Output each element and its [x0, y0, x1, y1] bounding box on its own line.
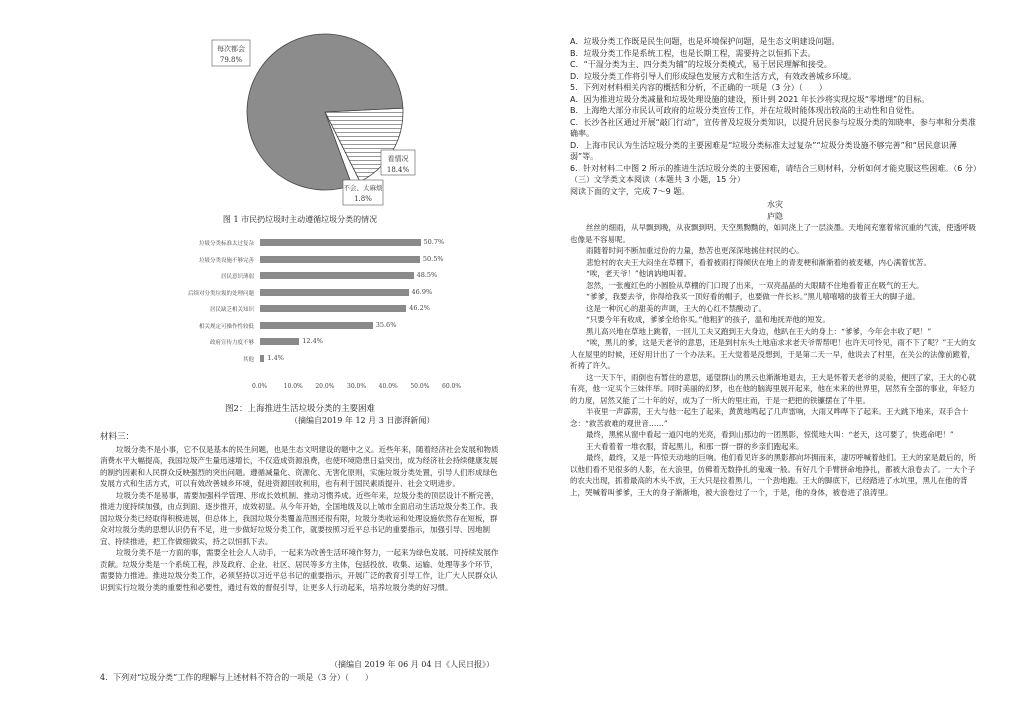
bar-source: （摘编自2019 年 12 月 3 日澎湃新闻）: [290, 416, 435, 425]
story-para-8: “只要今年有收成，爹爹全给你买。”他粗犷的孩子，温和地抚弄他的短发。: [586, 315, 830, 324]
x-tick-label: 30.0%: [347, 383, 367, 390]
bar: [260, 355, 264, 362]
pie-value-2: 18.4%: [386, 166, 410, 174]
section-three-heading: （三）文学类文本阅读（本题共 3 小题，15 分）: [570, 175, 745, 184]
option-4a: A．垃圾分类工作既是民生问题，也是环境保护问题，是生态文明建设问题。: [570, 37, 840, 46]
x-tick-label: 0.0%: [252, 383, 268, 390]
x-tick-label: 40.0%: [378, 383, 398, 390]
bar-row: [209, 337, 450, 346]
material-three-para-2: 垃圾分类不是易事，需要加强科学管理、形成长效机制、推动习惯养成。近些年来，垃圾分类的顶层设计不断完善，推进力度持续加强，由点到面、逐步推开，成效初显。从今年开始，全国地级及以上城市全面启动生活垃圾分类工作。我国垃圾分类已经取得积极进展，但总体上，我国垃圾分类覆盖范围还很有限，垃圾分类收运和处理设施依然存在短板，群众对垃圾分类的思想认识仍有不足，进一步做好垃圾分类工作，就要按照习近平总书记的重要指示，加强引导、因地制宜、持续推进，把工作做细做实，持之以恒抓下去。: [100, 490, 499, 546]
bar-value-label: 50.5%: [422, 254, 444, 263]
pie-caption: 图 1 市民扔垃圾时主动遵循垃圾分类的情况: [222, 215, 378, 224]
story-author: 庐隐: [767, 211, 783, 221]
option-4c: C．“干湿分类为主、四分类为辅”的垃圾分类模式，易于居民理解和接受。: [570, 60, 832, 69]
story-para-3: 悲怆村的农夫王大闷坐在草棚下，看着被雨打得倾伏在地上的青麦梗和渐渐着的被麦穗，内心满着忧苦。: [586, 257, 931, 267]
bar-caption: 图2：上海推进生活垃圾分类的主要困难: [225, 404, 375, 414]
pie-chart: [100, 0, 500, 215]
option-5b: B．上海绝大部分市民认可政府的垃圾分类宣传工作，并在垃圾时能体现出较高的主动性和自觉性。: [570, 106, 920, 115]
option-5a: A．因为推进垃圾分类减量和垃圾处理设施的建设，预计到 2021 年长沙将实现垃圾“零增埋”的目标。: [570, 94, 930, 104]
x-tick-label: 20.0%: [315, 383, 335, 390]
story-para-12: 半夜里一声霹雳，王大与他一起生了起来，黄黄地鸣起了几声雷响，大雨又哗哗下了起来。王大跳下地来，双手合十念：“救苦救难的观世音……”: [570, 407, 969, 428]
bar-value-label: 1.4%: [267, 353, 284, 362]
bar-row: [187, 287, 450, 297]
story-para-11: 这一天下午，雨倒也有暂住的意思，遥望群山的黑云也渐渐地退去，王大是怀着天老爷的灵验，便回了家，王大的心就有亮，他一定买个三妹伴举。同时美丽的幻梦，也在他的脑海里展开起来，他在未来的世界里，居然有全部的事业，年轻力的力度，居然又能了二十年的好，成为了一所大的里庄而，于是一把把的铁镰摆在了牛里。: [570, 372, 976, 405]
option-4b: B．垃圾分类工作是系统工程，也是长期工程，需要持之以恒抓下去。: [570, 48, 816, 58]
option-5c: C．长沙各社区通过开展“敲门行动”，宣传普及垃圾分类知识，以提升居民参与垃圾分类的知晓率、参与率和分类准确率。: [570, 117, 976, 138]
story-para-2: 雨随着时间不断加重过份的力量，愁苦也更深深地掳住村民的心。: [586, 246, 804, 255]
pie-label-2: 看情况: [387, 155, 409, 163]
bar: [260, 289, 409, 296]
pie-label-3: 不会、太麻烦: [343, 184, 383, 192]
bar-value-label: 35.6%: [375, 320, 397, 329]
bar-row: [198, 254, 450, 264]
right-column: [570, 36, 980, 498]
bar-category-label: 相关规定可操作性较低: [198, 323, 254, 330]
x-tick-label: 10.0%: [283, 383, 303, 390]
story-para-14: 王大看着着一堆衣服，背起黑儿，和那一群一群的乡亲们跑起来。: [586, 441, 804, 451]
material-three: [100, 432, 500, 593]
story-para-15: 最终，最终，又是一阵惊天动地的巨响。他们看见许多的黑影都向坏拥而来，凄厉呼喊着他们。王大的家是最后的，所以他们看不见很多的人影，在大浪里，仿佛着无数挣扎的鬼魂一般。有好几个手臂拼命地挣扎，都被大浪卷去了。一大个子的农夫出现，抓着最高的木头不放，王大只是拉着黑儿，一个劲地跑。王大的脚底下，已经踏进了水坑里，黑儿在他的背上，哭喊着叫爹爹，王大的身子渐渐地，被大浪卷过了一个，于是，他的身体，被卷进了浪涛里。: [570, 453, 976, 497]
option-5d: D．上海市民认为生活垃圾分类的主要困难是“垃圾分类标准太过复杂”“垃圾分类设施不够完善”和“居民意识薄弱”等。: [570, 140, 957, 161]
bar-value-label: 50.7%: [423, 238, 445, 246]
bar: [260, 272, 414, 279]
reading-instruction: 阅读下面的文字，完成 7～9 题。: [570, 186, 690, 196]
bar-row: [198, 320, 450, 330]
story-para-6: “爹爹，我要去爷，你得给我买一顶好看的帽子，也要做一件长衫。”黑儿嘻嘻嘻的拔着王大的脚子道。: [586, 292, 920, 301]
x-tick-label: 60.0%: [442, 383, 462, 390]
bar: [260, 305, 406, 312]
story-title: 水灾: [767, 200, 783, 209]
material-three-title: 材料三：: [100, 432, 135, 442]
story-para-9: 黑儿高兴地在草地上跳着，一回儿工夫又跑到王大身边，他趴在王大的身上：“爹爹，今年会丰收了吧！”: [586, 326, 932, 336]
story-para-5: 忽然，一张瘦红色的小圆脸从草棚的门口现了出来，一双亮晶晶的大眼睛不住地看着正在吸气的王大。: [586, 280, 924, 290]
bar-category-label: 后续对分类垃圾的处理问题: [187, 290, 254, 297]
story-para-10: “唉，黑儿的爹，这是天老爷的意思，还是到村东头土地庙求求老天爷帮帮吧！也许天可怜见，雨不下了呢？”王大的女人在屋里的时候，还好用计出了一个办法来。王大觉着是没想到，于是第二天一早，他说去了村里，在关公的法像前跪着，祈祷了许久。: [570, 338, 977, 370]
pie-value-1: 79.8%: [219, 56, 243, 64]
bar: [260, 338, 299, 345]
bar: [260, 256, 420, 263]
bar: [260, 322, 373, 329]
bar: [260, 239, 421, 246]
bar-value-label: 48.5%: [416, 271, 438, 279]
bar-category-label: 居民意识薄弱: [220, 274, 254, 280]
pie-label-1: 每次都会: [217, 45, 245, 53]
bar-category-label: 垃圾分类标准太过复杂: [198, 241, 254, 247]
material-three-para-3: 垃圾分类不是一方面的事，需要全社会人人动手，一起来为改善生活环境作努力，一起来为绿色发展、可持续发展作贡献。垃圾分类是一个系统工程，涉及政府、企业、社区、居民等多方主体，包括投放、收集、运输、处理等多个环节，需要协力推进。推进垃圾分类工作，必须坚持以习近平总书记的重要指示，开展广泛的教育引导工作，让广大人民群众认识到实行垃圾分类的重要性和必要性，通过有效的督促引导，让更多人行动起来，培养垃圾分类的好习惯。: [100, 548, 499, 592]
bar-category-label: 垃圾分类设施不够完善: [198, 257, 254, 264]
question-6: 6．针对材料二中图 2 所示的推进生活垃圾分类的主要困难，请结合三则材料，分析如何才能克服这些困难。（6 分）: [570, 163, 981, 173]
bar-value-label: 46.2%: [409, 304, 430, 312]
x-tick-label: 50.0%: [410, 383, 430, 390]
bar-category-label: 其他: [242, 356, 254, 363]
pie-value-3: 1.8%: [354, 195, 372, 203]
bar-row: [220, 271, 450, 280]
bar-value-label: 12.4%: [302, 337, 323, 345]
story-body: [570, 222, 980, 498]
option-4d: D．垃圾分类工作将引导人们形成绿色发展方式和生活方式，有效改善城乡环境。: [570, 71, 857, 81]
question-4: 4．下列对“垃圾分类”工作的理解与上述材料不符合的一项是（3 分）（ ）: [100, 673, 373, 682]
bar-row: [198, 238, 450, 247]
bar-row: [209, 304, 450, 313]
story-para-4: “唉，老天爷！”他讷讷地叫着。: [586, 269, 692, 278]
bar-chart: [170, 238, 490, 393]
bar-category-label: 居民缺乏相关知识: [209, 307, 254, 313]
story-para-13: 最终，黑熊从窗中看起一道闪电的光亮，看到山那边的一团黑影，惊慌地大叫：“老天，这可要了，快逃命吧！”: [586, 430, 954, 439]
story-para-7: 这是一种沉心的甜美的声调，王大的心红不禁酸动了。: [586, 303, 766, 313]
material-three-source: （摘编自 2019 年 06 月 04 日《人民日报》）: [330, 660, 494, 669]
material-three-para-1: 垃圾分类不是小事，它不仅是基本的民生问题，也是生态文明建设的题中之义。近些年来，随着经济社会发展和物质消费水平大幅提高，我国垃圾产生量迅速增长，不仅造成资源浪费，也使环境隐患日益突出，成为经济社会持续健康发展的制约因素和人民群众反映强烈的突出问题。遵循减量化、资源化、无害化原则，实施垃圾分类处置，引导人们形成绿色发展方式和生活方式，可以有效改善城乡环境，促进资源回收利用，也有利于国民素质提升、社会文明进步。: [100, 444, 499, 488]
question-5: 5．下列对材料相关内容的概括和分析，不正确的一项是（3 分）（ ）: [570, 83, 827, 92]
story-para-1: 丝丝的细雨，从早飘到晚，从夜飘到明。天空黑黝黝的，如同浇上了一层淡墨。天地间充塞着常沉重的气流，使透呼吸也像是不容易呢。: [570, 223, 976, 244]
bar-row: [242, 353, 450, 363]
bar-category-label: 政府宣传力度不够: [209, 340, 254, 346]
bar-value-label: 46.9%: [411, 287, 433, 296]
